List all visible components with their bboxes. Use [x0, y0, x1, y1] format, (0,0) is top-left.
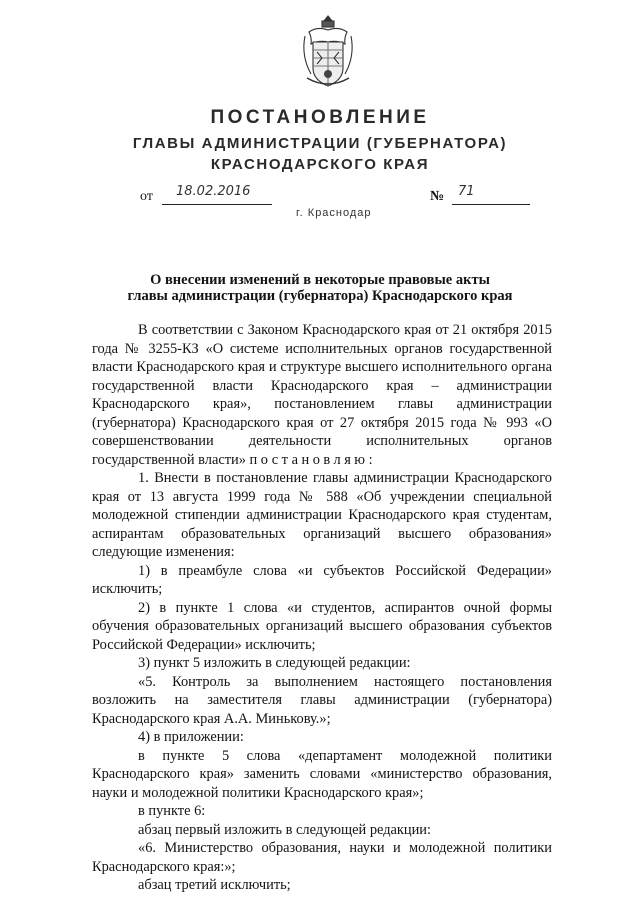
- paragraph-third-abzats: абзац третий исключить;: [138, 877, 291, 893]
- paragraph-subitem-1: 1) в преамбуле слова «и субъектов Российской Федерации» исключить;: [92, 562, 552, 597]
- paragraph-new-item-5: «5. Контроль за выполнением настоящего постановления возложить на заместителя главы администрации (губернатора) Краснодарского края А.А. Минькову.»;: [92, 673, 552, 727]
- document-body: [92, 321, 552, 895]
- preamble-text: В соответствии с Законом Краснодарского края от 21 октября 2015 года № 3255-КЗ «О системе исполнительных органов государственной власти Краснодарского края и структуре высшего исполнительного органа государственной власти Краснодарского края – администрации Краснодарского края», постановлением главы администрации (губернатора) Краснодарского края от 27 октября 2015 года № 993 «О совершенствовании деятельности исполнительных органов государственной власти»: [92, 322, 552, 468]
- krasnodar-coat-of-arms-icon: [297, 12, 359, 92]
- paragraph-item-1: 1. Внести в постановление главы администрации Краснодарского края от 13 августа 1999 года № 588 «Об учреждении специальной молодежной стипендии администрации Краснодарского края студентам, аспирантам образовательных организаций высшего образования» следующие изменения:: [92, 470, 552, 560]
- paragraph-subitem-3: 3) пункт 5 изложить в следующей редакции:: [138, 655, 411, 671]
- paragraph-subitem-2: 2) в пункте 1 слова «и студентов, аспирантов очной формы обучения образовательных организаций высшего образования субъектов Российской Федерации» исключить;: [92, 599, 552, 653]
- issuer-heading-line1: ГЛАВЫ АДМИНИСТРАЦИИ (ГУБЕРНАТОРА): [132, 135, 508, 152]
- paragraph-subitem-4: 4) в приложении:: [138, 729, 244, 745]
- handwritten-number: 71: [458, 184, 475, 199]
- paragraph-first-abzats: абзац первый изложить в следующей редакции:: [138, 821, 432, 838]
- number-prefix: №: [430, 189, 445, 204]
- city-label: г. Краснодар: [296, 207, 372, 219]
- paragraph-new-item-6: «6. Министерство образования, науки и молодежной политики Краснодарского края:»;: [92, 840, 552, 875]
- date-prefix: от: [140, 189, 153, 204]
- handwritten-date: 18.02.2016: [176, 184, 251, 199]
- issuer-heading-line2: КРАСНОДАРСКОГО КРАЯ: [210, 156, 430, 173]
- paragraph-appendix-item-5: в пункте 5 слова «департамент молодежной политики Краснодарского края» заменить словами «министерство образования, науки и молодежной политики Краснодарского края»;: [92, 747, 552, 801]
- document-type-heading: ПОСТАНОВЛЕНИЕ: [210, 107, 430, 128]
- document-title-line1: О внесении изменений в некоторые правовые акты: [150, 272, 490, 288]
- paragraph-appendix-item-6: в пункте 6:: [138, 803, 206, 819]
- resolution-keyword: постановляю:: [249, 451, 377, 468]
- preamble-paragraph: [92, 321, 552, 469]
- document-title-line2: главы администрации (губернатора) Краснодарского края: [127, 288, 513, 304]
